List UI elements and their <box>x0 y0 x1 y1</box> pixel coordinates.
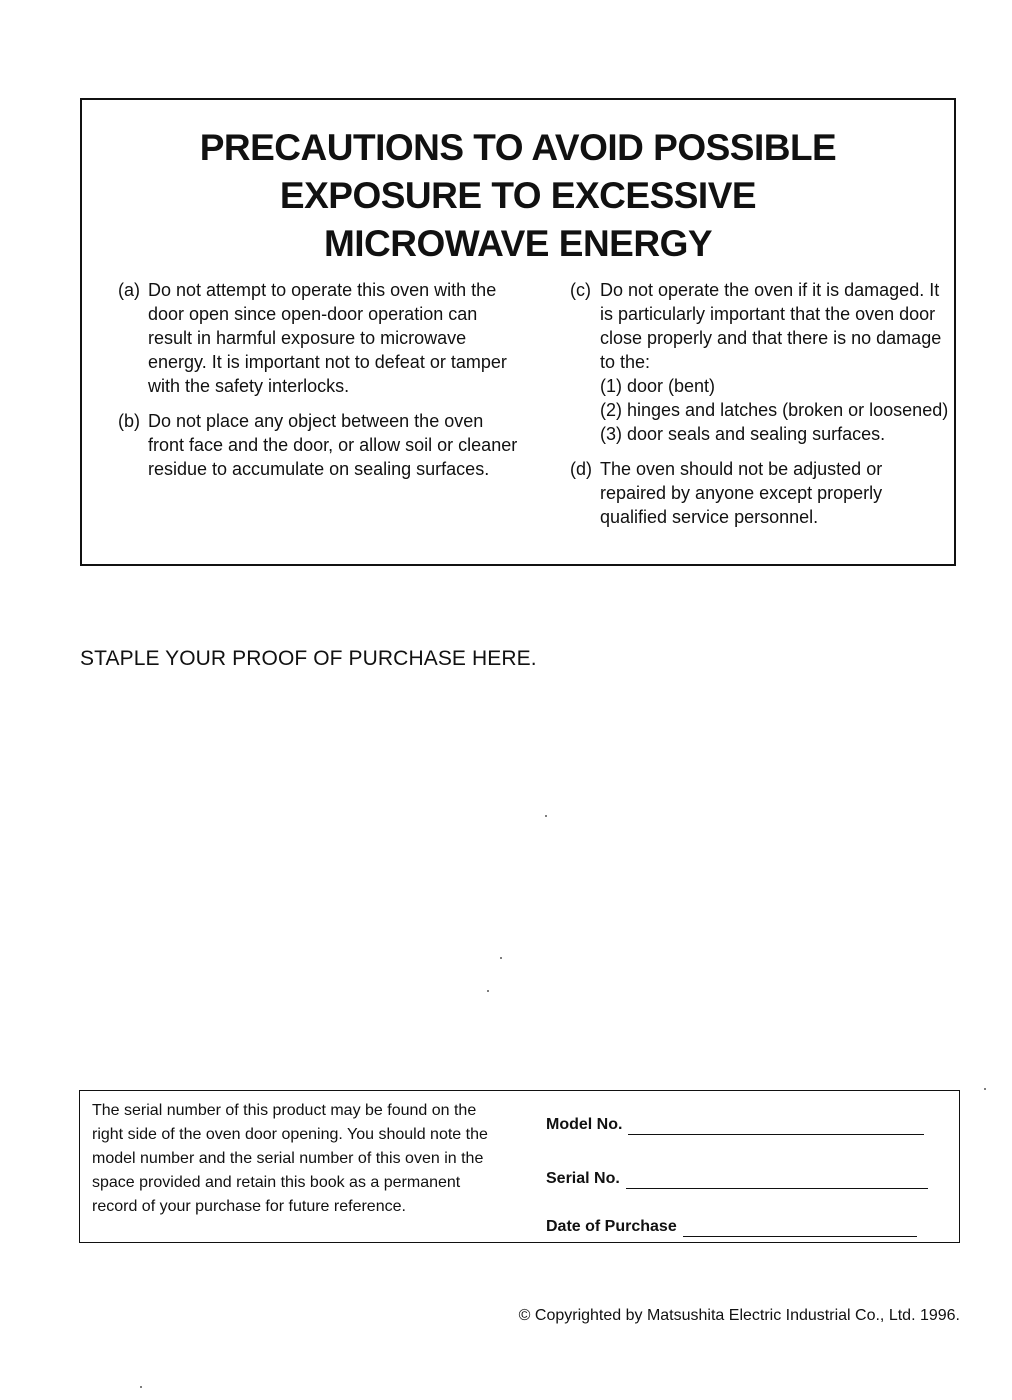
serial-number-label: Serial No. <box>546 1170 620 1187</box>
scan-speck <box>984 1088 986 1090</box>
title-line-1: PRECAUTIONS TO AVOID POSSIBLE <box>199 127 837 168</box>
purchase-date-blank[interactable] <box>683 1218 917 1237</box>
item-marker: (d) <box>570 459 592 479</box>
serial-instructions: The serial number of this product may be found on the right side of the oven door opening. You should note the model number and the serial number of this oven in the space provided and retain this book as a permanent record of your purchase for future reference. <box>92 1102 488 1215</box>
serial-record-box <box>79 1090 960 1243</box>
item-text: Do not place any object between the oven front face and the door, or allow soil or cleaner residue to accumulate on sealing surfaces. <box>148 411 518 479</box>
scan-speck <box>487 990 489 992</box>
title-line-2: EXPOSURE TO EXCESSIVE <box>279 175 757 216</box>
precautions-box <box>80 98 956 566</box>
precautions-title <box>82 124 954 268</box>
damage-list-item: (3) door seals and sealing surfaces. <box>600 424 886 444</box>
scan-speck <box>500 957 502 959</box>
precautions-right-column <box>570 278 950 529</box>
model-number-field <box>546 1115 924 1135</box>
staple-proof-note: STAPLE YOUR PROOF OF PURCHASE HERE. <box>80 647 537 670</box>
purchase-date-label: Date of Purchase <box>546 1218 677 1235</box>
damage-list-item: (1) door (bent) <box>600 376 716 396</box>
damage-list-item: (2) hinges and latches (broken or loosened) <box>600 400 949 420</box>
scan-speck <box>140 1386 142 1388</box>
item-marker: (c) <box>570 280 591 300</box>
model-number-label: Model No. <box>546 1116 623 1133</box>
model-number-blank[interactable] <box>628 1116 924 1135</box>
purchase-date-field <box>546 1217 917 1237</box>
damage-list <box>600 374 950 446</box>
precaution-item-c <box>570 278 950 446</box>
precautions-left-column <box>118 278 518 481</box>
item-marker: (a) <box>118 280 140 300</box>
item-text: The oven should not be adjusted or repaired by anyone except properly qualified service personnel. <box>600 459 883 527</box>
item-text: Do not attempt to operate this oven with the door open since open-door operation can result in harmful exposure to microwave energy. It is important not to defeat or tamper with the safety interlocks. <box>148 280 507 396</box>
item-marker: (b) <box>118 411 140 431</box>
precaution-item-b <box>118 409 518 481</box>
title-line-3: MICROWAVE ENERGY <box>323 223 713 264</box>
precaution-item-d <box>570 457 950 529</box>
copyright-notice: © Copyrighted by Matsushita Electric Industrial Co., Ltd. 1996. <box>518 1307 960 1324</box>
precaution-item-a <box>118 278 518 398</box>
item-text: Do not operate the oven if it is damaged. It is particularly important that the oven door close properly and that there is no damage to the: <box>600 280 942 372</box>
serial-number-field <box>546 1169 928 1189</box>
scan-speck <box>545 815 547 817</box>
serial-number-blank[interactable] <box>626 1170 928 1189</box>
